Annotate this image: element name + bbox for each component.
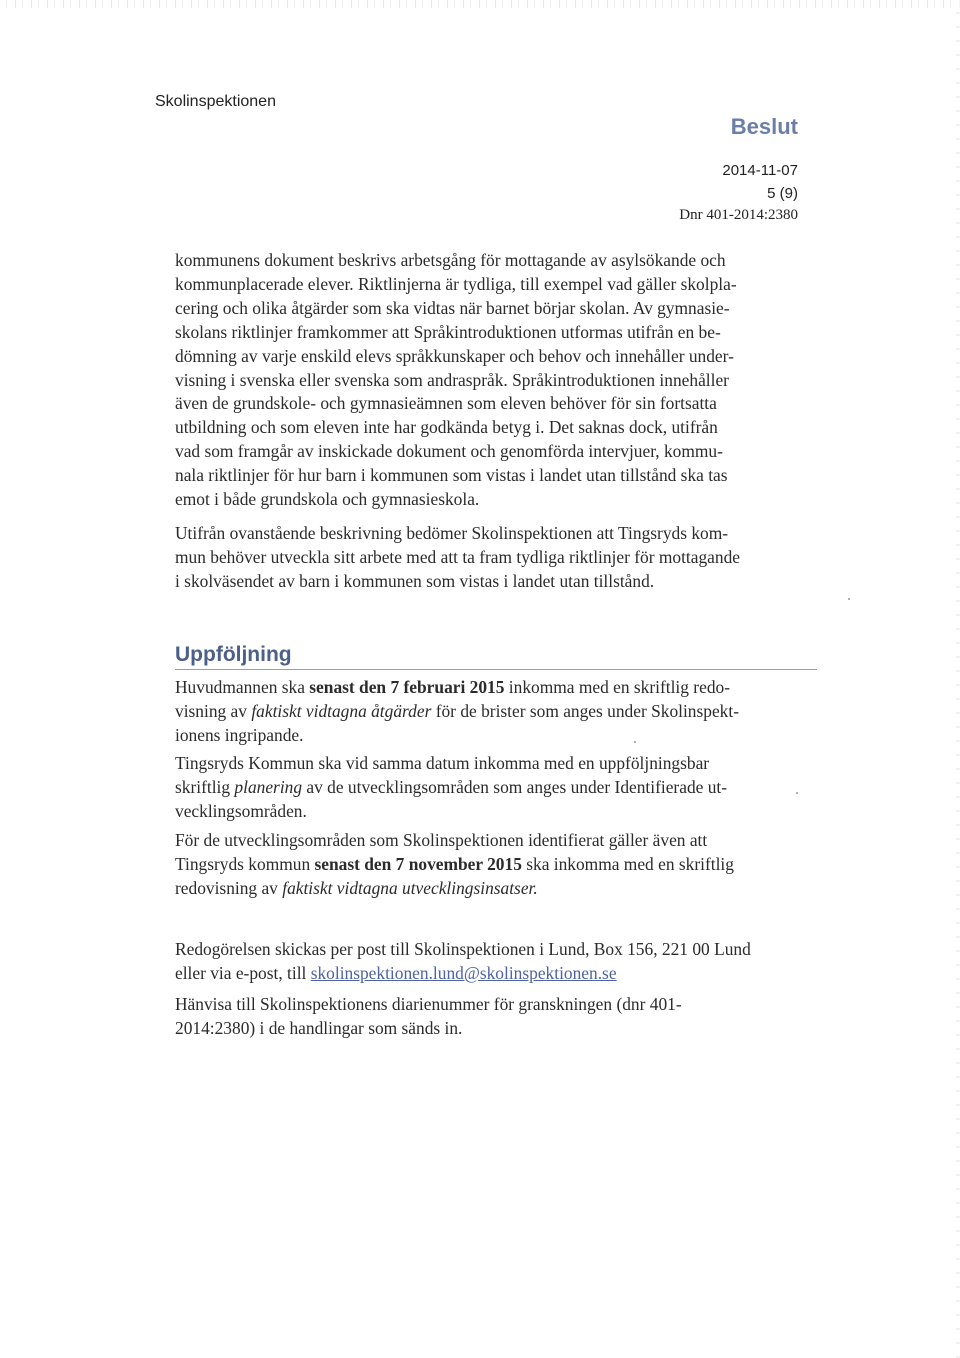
organization-name: Skolinspektionen bbox=[155, 93, 276, 110]
emphasis-text: planering bbox=[234, 776, 303, 797]
text-line: mun behöver utveckla sitt arbete med att ta fram tydliga riktlinjer för mottagande bbox=[175, 546, 741, 567]
scan-edge-top bbox=[0, 0, 960, 8]
paragraph-submission bbox=[175, 938, 815, 986]
text-line: ionens ingripande. bbox=[175, 724, 304, 745]
text-line: Redogörelsen skickas per post till Skolinspektionen i Lund, Box 156, 221 00 Lund bbox=[175, 939, 751, 959]
text-line: i skolväsendet av barn i kommunen som vistas i landet utan tillstånd. bbox=[175, 570, 655, 591]
paragraph-assessment bbox=[175, 249, 815, 512]
scan-speck bbox=[634, 741, 636, 743]
text-line: vad som framgår av inskickade dokument och genomförda intervjuer, kommu- bbox=[175, 441, 723, 462]
page-number: 5 (9) bbox=[767, 185, 798, 202]
paragraph-reference bbox=[175, 993, 815, 1041]
text-line: kommunens dokument beskrivs arbetsgång för mottagande av asylsökande och bbox=[175, 250, 726, 270]
text-line: utbildning och som eleven inte har godkända betyg i. Det saknas dock, utifrån bbox=[175, 417, 718, 438]
email-link[interactable]: skolinspektionen.lund@skolinspektionen.se bbox=[310, 962, 617, 983]
emphasis-text: faktiskt vidtagna utvecklingsinsatser. bbox=[282, 877, 538, 898]
document-type: Beslut bbox=[730, 114, 798, 139]
text-line: emot i både grundskola och gymnasieskola. bbox=[175, 489, 480, 510]
deadline-date: senast den 7 november 2015 bbox=[314, 853, 522, 874]
text-line: skriftlig planering av de utvecklingsområden som anges under Identifierade ut- bbox=[175, 776, 728, 797]
text-line: Tingsryds Kommun ska vid samma datum inkomma med en uppföljningsbar bbox=[175, 753, 710, 773]
text-line: redovisning av faktiskt vidtagna utvecklingsinsatser. bbox=[175, 877, 538, 898]
text-line: Hänvisa till Skolinspektionens diarienummer för granskningen (dnr 401- bbox=[175, 994, 682, 1014]
text-line: 2014:2380) i de handlingar som sänds in. bbox=[175, 1017, 463, 1038]
text-line: För de utvecklingsområden som Skolinspektionen identifierat gäller även att bbox=[175, 830, 708, 850]
scan-speck bbox=[796, 792, 798, 794]
deadline-date: senast den 7 februari 2015 bbox=[309, 677, 505, 697]
text-line: skolans riktlinjer framkommer att Språkintroduktionen utformas utifrån en be- bbox=[175, 321, 721, 342]
scan-edge-right bbox=[956, 0, 960, 1358]
text-line: visning i svenska eller svenska som andraspråk. Språkintroduktionen innehåller bbox=[175, 369, 729, 390]
text-line: dömning av varje enskild elevs språkkunskaper och behov och innehåller under- bbox=[175, 345, 734, 366]
paragraph-followup-planning bbox=[175, 752, 815, 824]
text-line: eller via e-post, till skolinspektionen.lund@skolinspektionen.se bbox=[175, 962, 617, 983]
paragraph-followup-deadline bbox=[175, 676, 815, 748]
text-line: Utifrån ovanstående beskrivning bedömer Skolinspektionen att Tingsryds kom- bbox=[175, 523, 729, 543]
paragraph-followup-development bbox=[175, 829, 815, 901]
diary-number: Dnr 401-2014:2380 bbox=[679, 207, 798, 223]
text-line: Tingsryds kommun senast den 7 november 2015 ska inkomma med en skriftlig bbox=[175, 853, 734, 874]
text-line: nala riktlinjer för hur barn i kommunen som vistas i landet utan tillstånd ska tas bbox=[175, 465, 728, 486]
paragraph-conclusion bbox=[175, 522, 815, 594]
section-heading-followup: Uppföljning bbox=[175, 643, 817, 670]
text-line: vecklingsområden. bbox=[175, 800, 307, 821]
text-line: cering och olika åtgärder som ska vidtas när barnet börjar skolan. Av gymnasie- bbox=[175, 297, 730, 318]
text-line: kommunplacerade elever. Riktlinjerna är tydliga, till exempel vad gäller skolpla- bbox=[175, 273, 737, 294]
emphasis-text: faktiskt vidtagna åtgärder bbox=[251, 700, 432, 721]
scan-speck bbox=[848, 598, 850, 600]
document-date: 2014-11-07 bbox=[722, 162, 798, 179]
text-line: visning av faktiskt vidtagna åtgärder för de brister som anges under Skolinspekt- bbox=[175, 700, 739, 721]
text-line: även de grundskole- och gymnasieämnen som eleven behöver för sin fortsatta bbox=[175, 393, 717, 414]
text-line: Huvudmannen ska senast den 7 februari 2015 inkomma med en skriftlig redo- bbox=[175, 677, 730, 697]
